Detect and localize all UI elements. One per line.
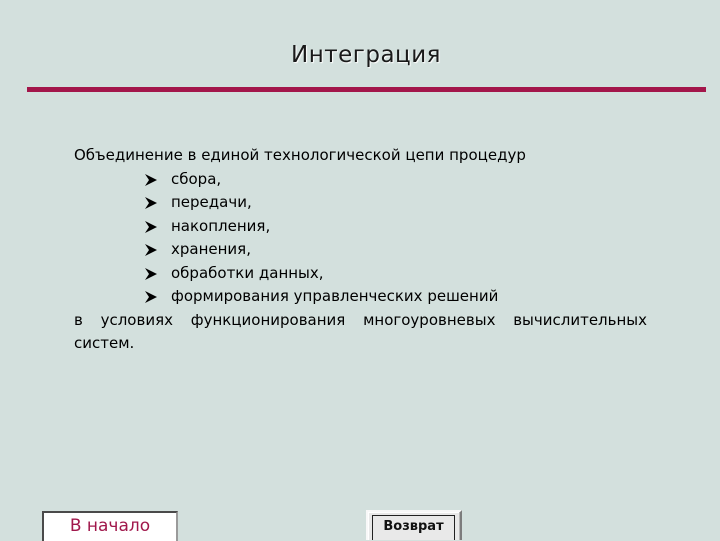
- list-item-text: хранения,: [171, 240, 251, 258]
- arrow-bullet-icon: [144, 243, 158, 257]
- intro-text: Объединение в единой технологической цепи процедур: [74, 146, 526, 164]
- back-button[interactable]: [366, 510, 462, 540]
- list-item-text: формирования управленческих решений: [171, 287, 499, 305]
- list-item: [74, 191, 647, 215]
- list-item: [74, 262, 647, 286]
- list-item: [74, 168, 647, 192]
- home-button[interactable]: В начало: [42, 511, 178, 541]
- arrow-bullet-icon: [144, 290, 158, 304]
- list-item: [74, 215, 647, 239]
- slide-body: [74, 144, 647, 356]
- arrow-bullet-icon: [144, 267, 158, 281]
- bullet-list: [74, 168, 647, 309]
- list-item-text: обработки данных,: [171, 263, 324, 282]
- slide-title: Интеграция: [290, 42, 441, 68]
- arrow-bullet-icon: [144, 173, 158, 187]
- arrow-bullet-icon: [144, 220, 158, 234]
- list-item-text: сбора,: [171, 169, 222, 188]
- back-button-label: Возврат: [372, 515, 455, 540]
- outro-text: в условиях функционирования многоуровневых вычислительных систем.: [74, 310, 647, 352]
- list-item: [74, 238, 647, 262]
- arrow-bullet-icon: [144, 196, 158, 210]
- list-item-text: передачи,: [171, 193, 252, 211]
- list-item-text: накопления,: [171, 216, 271, 235]
- list-item: [74, 285, 647, 309]
- title-divider: [27, 87, 706, 92]
